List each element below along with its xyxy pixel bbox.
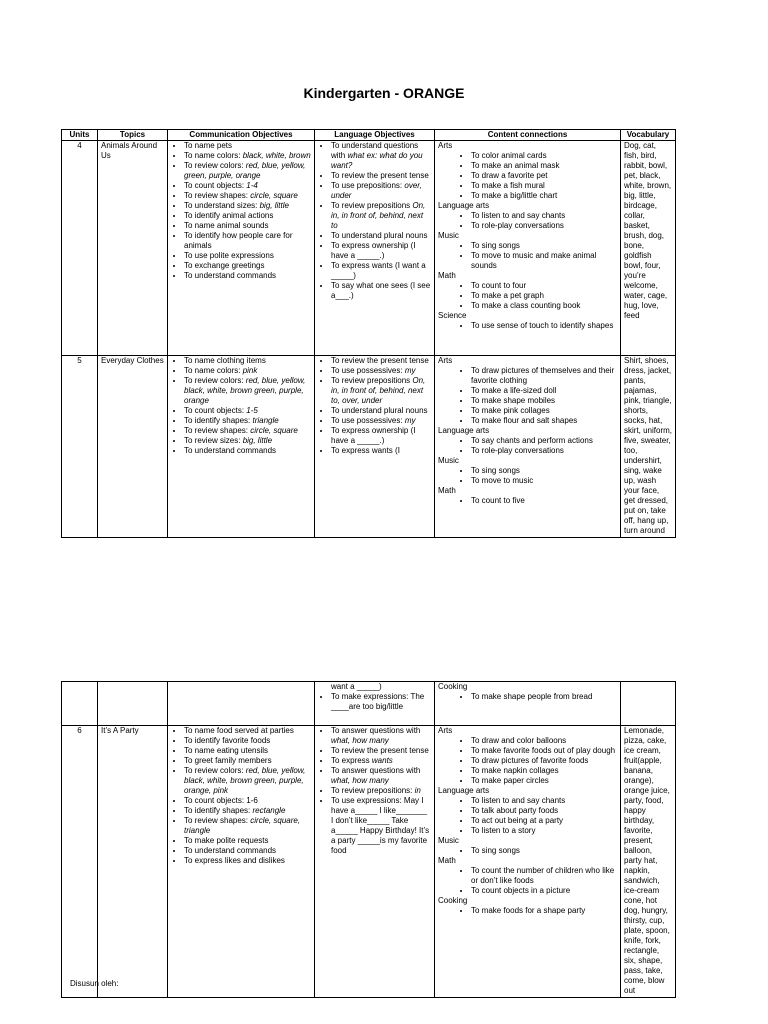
objective-item: • To review prepositions On, in, in front of, behind, next to (331, 201, 431, 231)
activity-list (438, 321, 617, 331)
objective-item: • To say what one sees (I see a___.) (331, 281, 431, 301)
content-connections (435, 141, 621, 356)
activity-item: • To make pink collages (471, 406, 617, 416)
content-connections (435, 356, 621, 538)
table-row-unit-4 (62, 141, 676, 356)
subject-heading: Math (438, 486, 456, 495)
activity-list (438, 241, 617, 271)
activity-list (438, 366, 617, 426)
objective-item: • To name pets (184, 141, 311, 151)
activity-item: • To sing songs (471, 846, 617, 856)
activity-item: • To sing songs (471, 466, 617, 476)
activity-item: • To listen to and say chants (471, 211, 617, 221)
objective-item: • To review prepositions: in (331, 786, 431, 796)
objective-item: • To count objects: 1-4 (184, 181, 311, 191)
activity-item: • To draw and color balloons (471, 736, 617, 746)
objective-item: • To express wants (331, 756, 431, 766)
curriculum-table-page-2 (61, 681, 676, 998)
objective-item: • To review the present tense (331, 746, 431, 756)
objective-item: • To name food served at parties (184, 726, 311, 736)
subject-heading: Language arts (438, 426, 490, 435)
subject-heading: Cooking (438, 896, 468, 905)
objective-item: • To identify animal actions (184, 211, 311, 221)
subject-heading: Music (438, 836, 459, 845)
objective-item: • To name clothing items (184, 356, 311, 366)
unit-number: 4 (62, 141, 98, 356)
objective-item: • To understand commands (184, 846, 311, 856)
objective-item: • To use possessives: my (331, 366, 431, 376)
activity-item: • To listen to a story (471, 826, 617, 836)
objective-item: • To express likes and dislikes (184, 856, 311, 866)
subject-heading: Language arts (438, 786, 490, 795)
objective-item: • To count objects: 1-5 (184, 406, 311, 416)
subject-heading: Science (438, 311, 467, 320)
activity-item: • To make a fish mural (471, 181, 617, 191)
objective-item: • To identify how people care for animals (184, 231, 311, 251)
objective-item: • To understand sizes: big, little (184, 201, 311, 211)
footer-text: Disusun oleh: (70, 979, 119, 988)
header-topics: Topics (98, 130, 168, 141)
activity-item: • To say chants and perform actions (471, 436, 617, 446)
subject-heading: Music (438, 231, 459, 240)
header-row (62, 130, 676, 141)
activity-list (438, 496, 617, 506)
communication-objectives (168, 141, 315, 356)
vocabulary: Lemonade, pizza, cake, ice cream, fruit(apple, banana, orange), orange juice, party, food, happy birthday, favorite, present, balloon, party hat, napkin, sandwich, ice-cream cone, hot dog, hungry, thirsty, cup, plate, spoon, knife, fork, rectangle, six, shape, pass, take, come, blow out (621, 726, 676, 998)
objective-item: • To use polite expressions (184, 251, 311, 261)
activity-item: • To draw a favorite pet (471, 171, 617, 181)
unit-topic: Everyday Clothes (98, 356, 168, 538)
activity-list (438, 436, 617, 456)
activity-list (438, 846, 617, 856)
activity-list (438, 151, 617, 201)
communication-objectives (168, 356, 315, 538)
header-vocabulary: Vocabulary (621, 130, 676, 141)
activity-item: • To move to music (471, 476, 617, 486)
objective-item: • To review sizes: big, little (184, 436, 311, 446)
activity-item: • To make favorite foods out of play dough (471, 746, 617, 756)
activity-item: • To draw pictures of themselves and their favorite clothing (471, 366, 617, 386)
activity-list (438, 211, 617, 231)
activity-list (438, 281, 617, 311)
subject-heading: Cooking (438, 682, 468, 691)
objective-item: • To name eating utensils (184, 746, 311, 756)
activity-item: • To act out being at a party (471, 816, 617, 826)
objective-item: • To use expressions: May I have a_____ I like_______ I don’t like_____ Take a_____ Happy Birthday! It’s a party _____is my favorite food (331, 796, 431, 856)
activity-item: • To draw pictures of favorite foods (471, 756, 617, 766)
objective-item: • To greet family members (184, 756, 311, 766)
table-row-continuation (62, 682, 676, 726)
activity-item: • To role-play conversations (471, 221, 617, 231)
objective-item: • To make polite requests (184, 836, 311, 846)
activity-item: • To make a pet graph (471, 291, 617, 301)
communication-objectives (168, 682, 315, 726)
activity-item: • To make an animal mask (471, 161, 617, 171)
subject-heading: Language arts (438, 201, 490, 210)
language-objectives (315, 141, 435, 356)
vocabulary (621, 682, 676, 726)
activity-item: • To use sense of touch to identify shapes (471, 321, 617, 331)
objective-item: • To answer questions with what, how many (331, 766, 431, 786)
activity-item: • To role-play conversations (471, 446, 617, 456)
activity-item: • To make paper circles (471, 776, 617, 786)
objective-item: • To express wants (I want a _____) (331, 261, 431, 281)
activity-item: • To talk about party foods (471, 806, 617, 816)
objective-item: • To review shapes: circle, square (184, 191, 311, 201)
content-connections (435, 682, 621, 726)
objective-item: • To review the present tense (331, 356, 431, 366)
activity-item: • To sing songs (471, 241, 617, 251)
objective-item: • To review colors: red, blue, yellow, green, purple, orange (184, 161, 311, 181)
objective-item: • To express ownership (I have a _____.) (331, 241, 431, 261)
vocabulary: Dog, cat, fish, bird, rabbit, bowl, pet, black, white, brown, big, little, birdcage, collar, basket, brush, dog, bone, goldfish bowl, four, you’re welcome, water, cage, hug, love, feed (621, 141, 676, 356)
objective-item: • To identify shapes: rectangle (184, 806, 311, 816)
subject-heading: Music (438, 456, 459, 465)
unit-topic: Animals Around Us (98, 141, 168, 356)
subject-heading: Arts (438, 726, 453, 735)
curriculum-table (61, 129, 676, 538)
objective-item: • To name colors: black, white, brown (184, 151, 311, 161)
header-units: Units (62, 130, 98, 141)
activity-item: • To count to four (471, 281, 617, 291)
unit-number (62, 682, 98, 726)
subject-heading: Math (438, 271, 456, 280)
unit-topic (98, 682, 168, 726)
objective-item: • To review colors: red, blue, yellow, black, white, brown green, purple, orange (184, 376, 311, 406)
objective-item: • To name colors: pink (184, 366, 311, 376)
activity-list (438, 866, 617, 896)
activity-list (438, 736, 617, 786)
activity-item: • To make napkin collages (471, 766, 617, 776)
objective-item: • To exchange greetings (184, 261, 311, 271)
objective-item: • To understand commands (184, 271, 311, 281)
activity-list (438, 692, 617, 702)
activity-item: • To listen to and say chants (471, 796, 617, 806)
objective-item: • To count objects: 1-6 (184, 796, 311, 806)
unit-topic: It’s A Party (98, 726, 168, 998)
language-objectives (315, 356, 435, 538)
objective-item: • To use possessives: my (331, 416, 431, 426)
objective-item: • To answer questions with what, how many (331, 726, 431, 746)
header-language: Language Objectives (315, 130, 435, 141)
continued-text: want a _____) (331, 682, 382, 691)
subject-heading: Math (438, 856, 456, 865)
subject-heading: Arts (438, 141, 453, 150)
objective-item: • To understand questions with what ex: what do you want? (331, 141, 431, 171)
activity-item: • To count the number of children who like or don’t like foods (471, 866, 617, 886)
activity-item: • To color animal cards (471, 151, 617, 161)
activity-item: • To move to music and make animal sounds (471, 251, 617, 271)
objective-item: • To review the present tense (331, 171, 431, 181)
objective-item: • To understand plural nouns (331, 231, 431, 241)
activity-item: • To make shape mobiles (471, 396, 617, 406)
activity-item: • To make a class counting book (471, 301, 617, 311)
communication-objectives (168, 726, 315, 998)
table-row-unit-6 (62, 726, 676, 998)
objective-item: • To review colors: red, blue, yellow, black, white, brown green, purple, orange, pink (184, 766, 311, 796)
language-objectives (315, 682, 435, 726)
header-content: Content connections (435, 130, 621, 141)
objective-item: • To express wants (I (331, 446, 431, 456)
subject-heading: Arts (438, 356, 453, 365)
activity-item: • To count objects in a picture (471, 886, 617, 896)
content-connections (435, 726, 621, 998)
page-title: Kindergarten - ORANGE (303, 85, 465, 101)
activity-item: • To make a life-sized doll (471, 386, 617, 396)
unit-number: 6 (62, 726, 98, 998)
objective-item: • To review shapes: circle, square (184, 426, 311, 436)
activity-list (438, 466, 617, 486)
objective-item: • To use prepositions: over, under (331, 181, 431, 201)
objective-item: • To identify favorite foods (184, 736, 311, 746)
vocabulary: Shirt, shoes, dress, jacket, pants, pajamas, pink, triangle, shorts, socks, hat, skirt, uniform, five, sweater, too, undershirt, sing, wake up, wash your face, get dressed, put on, take off, hang up, turn around (621, 356, 676, 538)
objective-item: • To make expressions: The ____are too big/little (331, 692, 431, 712)
activity-item: • To count to five (471, 496, 617, 506)
objective-item: • To name animal sounds (184, 221, 311, 231)
activity-list (438, 906, 617, 916)
objective-item: • To review shapes: circle, square, triangle (184, 816, 311, 836)
objective-item: • To understand commands (184, 446, 311, 456)
activity-item: • To make foods for a shape party (471, 906, 617, 916)
unit-number: 5 (62, 356, 98, 538)
activity-item: • To make shape people from bread (471, 692, 617, 702)
objective-item: • To identify shapes: triangle (184, 416, 311, 426)
header-communication: Communication Objectives (168, 130, 315, 141)
activity-item: • To make a big/little chart (471, 191, 617, 201)
language-objectives (315, 726, 435, 998)
objective-item: • To review prepositions On, in, in front of, behind, next to, over, under (331, 376, 431, 406)
objective-item: • To understand plural nouns (331, 406, 431, 416)
objective-item: • To express ownership (I have a _____.) (331, 426, 431, 446)
activity-list (438, 796, 617, 836)
activity-item: • To make flour and salt shapes (471, 416, 617, 426)
table-row-unit-5 (62, 356, 676, 538)
